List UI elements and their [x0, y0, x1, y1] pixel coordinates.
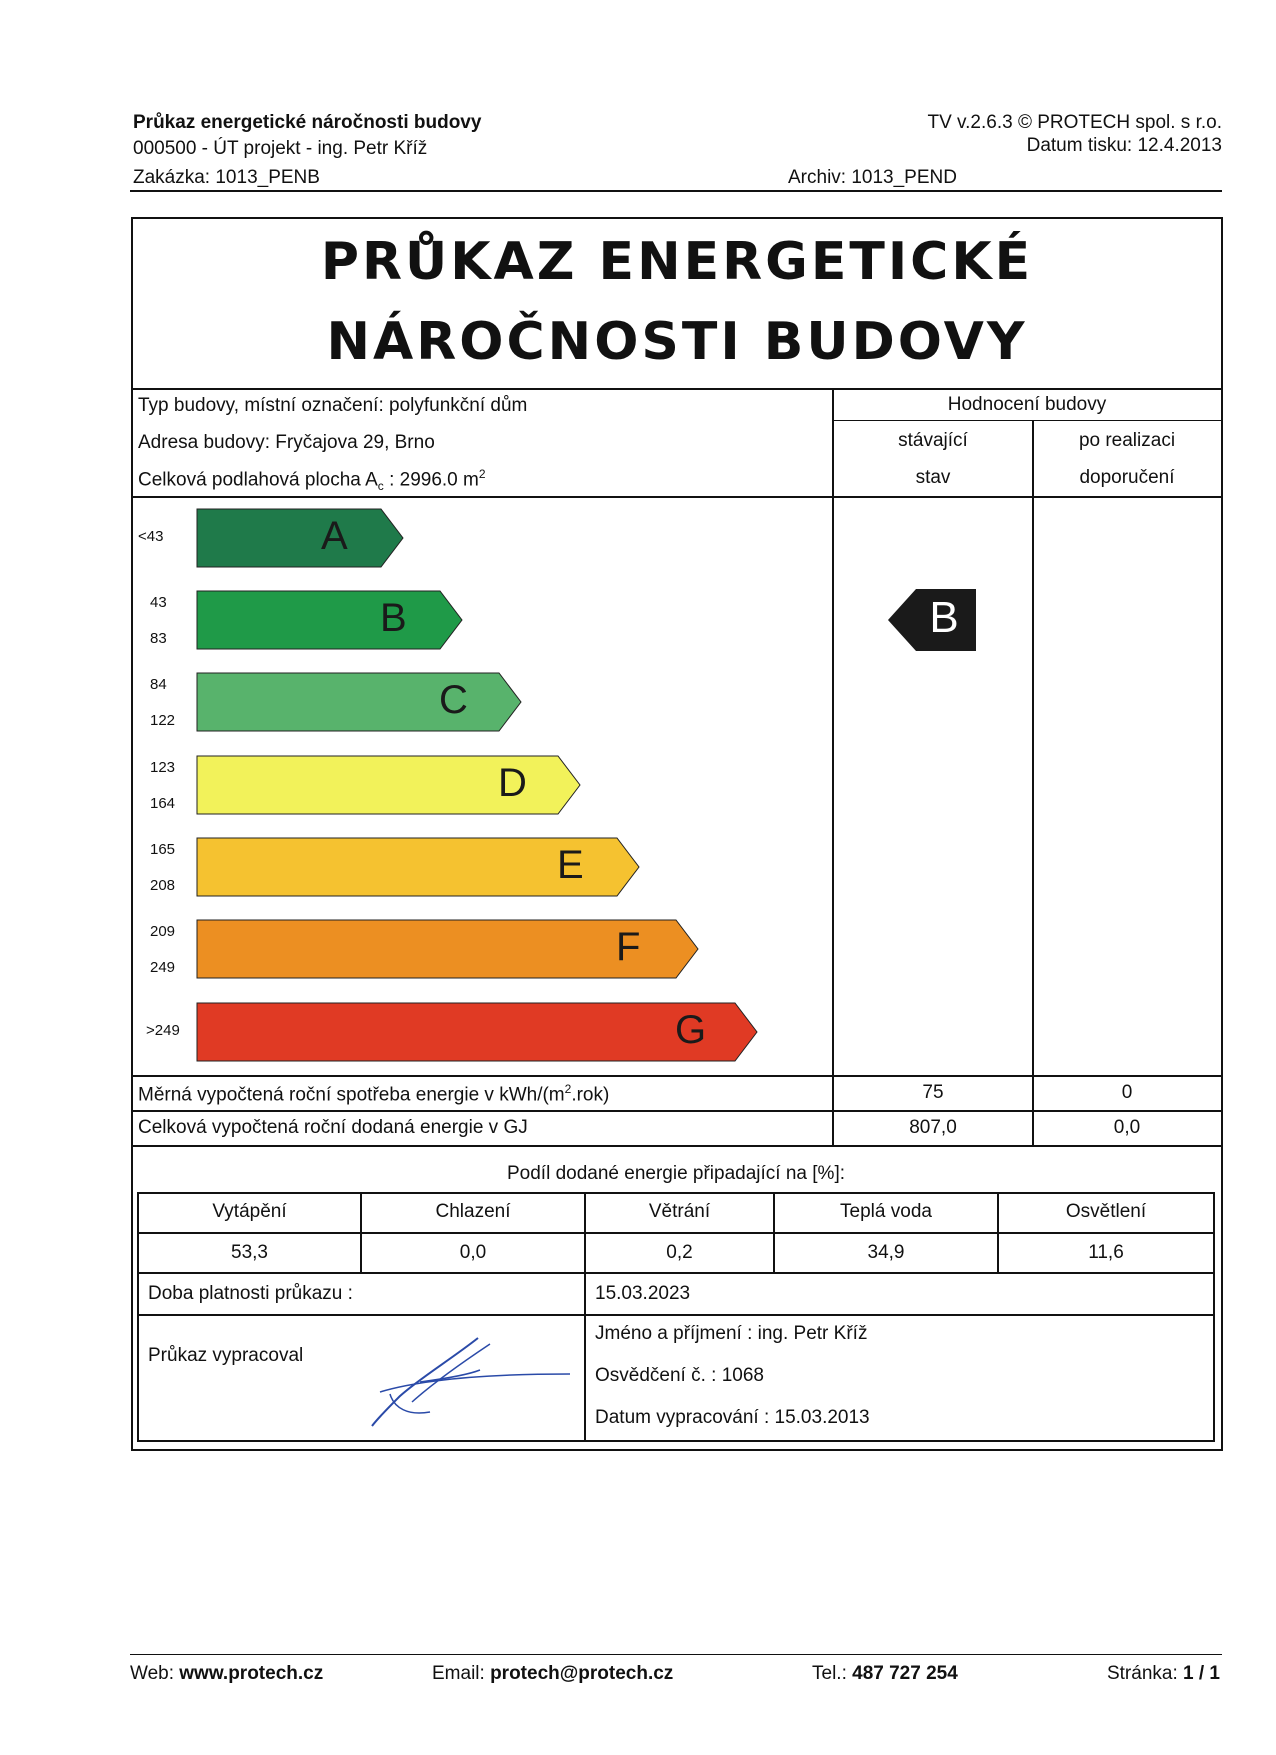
- doc-title: Průkaz energetické náročnosti budovy: [133, 112, 482, 133]
- author-label: Průkaz vypracoval: [148, 1345, 304, 1366]
- class-range-top: >249: [146, 1022, 180, 1039]
- class-range-top: 43: [150, 594, 167, 611]
- energy-class-g-bar: [196, 1002, 759, 1062]
- share-header-cell: Osvětlení: [1065, 1201, 1147, 1222]
- energy-class-letter: A: [321, 514, 348, 558]
- area-superscript: 2: [478, 467, 486, 481]
- class-range-top: 123: [150, 759, 176, 776]
- web-link[interactable]: www.protech.cz: [179, 1663, 324, 1684]
- building-area: [138, 467, 486, 493]
- web-label: Web:: [130, 1663, 180, 1684]
- energy-class-f-bar: [196, 919, 700, 979]
- specific-label-sup: 2: [564, 1082, 572, 1096]
- class-range-top: <43: [138, 528, 164, 545]
- specific-label-suffix: .rok): [571, 1084, 610, 1106]
- total-energy-label: Celková vypočtená roční dodaná energie v GJ: [138, 1117, 528, 1138]
- header-rule: [130, 190, 1222, 192]
- footer-email: [432, 1663, 673, 1685]
- order-line: Zakázka: 1013_PENB: [133, 167, 320, 188]
- page-label: Stránka:: [1106, 1663, 1184, 1684]
- area-value: : 2996.0 m: [383, 469, 479, 491]
- class-range-bottom: 83: [150, 630, 167, 647]
- area-subscript: c: [377, 479, 384, 494]
- energy-class-a-bar: [196, 508, 405, 568]
- author-certificate: Osvědčení č. : 1068: [595, 1365, 764, 1386]
- main-title-line1: PRŮKAZ ENERGETICKÉ: [320, 232, 1034, 292]
- energy-class-letter: C: [439, 678, 468, 722]
- page-value: 1 / 1: [1183, 1663, 1220, 1684]
- energy-class-d-bar: [196, 755, 582, 815]
- current-class-marker: [888, 589, 976, 656]
- rule: [137, 1232, 1215, 1234]
- rule: [833, 420, 1221, 421]
- class-range-top: 84: [150, 676, 167, 693]
- current-col-line2: stav: [915, 467, 951, 488]
- class-range-bottom: 122: [150, 712, 176, 729]
- class-range-bottom: 164: [150, 795, 176, 812]
- rule: [832, 388, 834, 1146]
- class-range-top: 209: [150, 923, 176, 940]
- total-after-value: 0,0: [1113, 1117, 1141, 1138]
- project-line: 000500 - ÚT projekt - ing. Petr Kříž: [133, 138, 428, 159]
- class-range-bottom: 249: [150, 959, 176, 976]
- energy-class-letter: B: [380, 596, 407, 640]
- building-type: Typ budovy, místní označení: polyfunkční dům: [138, 395, 528, 416]
- energy-class-letter: F: [616, 925, 641, 969]
- main-title-line2: NÁROČNOSTI BUDOVY: [326, 312, 1028, 372]
- area-label: Celková podlahová plocha A: [138, 469, 378, 491]
- share-value-cell: 53,3: [231, 1242, 268, 1263]
- share-header-cell: Větrání: [648, 1201, 711, 1222]
- rule: [131, 388, 1221, 390]
- class-range-bottom: 208: [150, 877, 176, 894]
- after-col-line2: doporučení: [1079, 467, 1175, 488]
- current-class-letter: B: [929, 593, 959, 642]
- evaluation-heading: Hodnocení budovy: [947, 394, 1107, 415]
- share-frame: [137, 1192, 1215, 1442]
- footer-rule: [130, 1654, 1222, 1655]
- validity-label: Doba platnosti průkazu :: [148, 1283, 353, 1304]
- current-col-line1: stávající: [898, 430, 968, 451]
- share-header-cell: Teplá voda: [840, 1201, 932, 1222]
- version-line: TV v.2.6.3 © PROTECH spol. s r.o.: [927, 112, 1222, 133]
- specific-consumption-label: [138, 1082, 609, 1106]
- share-header-cell: Vytápění: [212, 1201, 287, 1222]
- share-value-cell: 0,0: [459, 1242, 487, 1263]
- class-range-top: 165: [150, 841, 176, 858]
- energy-class-letter: G: [675, 1008, 707, 1052]
- footer-page: [1107, 1663, 1220, 1685]
- author-date: Datum vypracování : 15.03.2013: [595, 1407, 870, 1428]
- rule: [131, 1145, 1221, 1147]
- rule: [584, 1192, 586, 1442]
- energy-class-b-bar: [196, 590, 464, 650]
- print-date: Datum tisku: 12.4.2013: [1026, 135, 1222, 156]
- share-value-cell: 0,2: [666, 1242, 693, 1263]
- rule: [137, 1272, 1215, 1274]
- footer-tel: [812, 1663, 958, 1685]
- after-col-line1: po realizaci: [1078, 430, 1176, 451]
- validity-value: 15.03.2023: [595, 1283, 691, 1304]
- rule: [131, 1075, 1221, 1077]
- share-value-cell: 11,6: [1088, 1242, 1124, 1263]
- share-header-cell: Chlazení: [435, 1201, 511, 1222]
- handwritten-signature: [360, 1330, 580, 1430]
- energy-class-letter: D: [498, 761, 527, 805]
- specific-after-value: 0: [1121, 1082, 1133, 1103]
- energy-class-letter: E: [557, 843, 584, 887]
- total-current-value: 807,0: [909, 1117, 957, 1138]
- rule: [1032, 420, 1034, 1146]
- footer-web: [130, 1663, 323, 1685]
- specific-current-value: 75: [922, 1082, 944, 1103]
- archive-line: Archiv: 1013_PEND: [788, 167, 957, 188]
- share-value-cell: 34,9: [867, 1242, 905, 1263]
- rule: [137, 1314, 1215, 1316]
- email-label: Email:: [432, 1663, 491, 1684]
- specific-label-text: Měrná vypočtená roční spotřeba energie v kWh/(m: [138, 1084, 565, 1106]
- author-name: Jméno a příjmení : ing. Petr Kříž: [595, 1323, 868, 1344]
- email-link[interactable]: protech@protech.cz: [490, 1663, 674, 1684]
- energy-class-e-bar: [196, 837, 641, 897]
- energy-class-c-bar: [196, 672, 523, 732]
- rule: [131, 496, 1221, 498]
- rule: [131, 1110, 1221, 1112]
- tel-value: 487 727 254: [852, 1663, 958, 1684]
- tel-label: Tel.:: [812, 1663, 853, 1684]
- share-heading: Podíl dodané energie připadající na [%]:: [506, 1163, 845, 1184]
- building-address: Adresa budovy: Fryčajova 29, Brno: [138, 432, 435, 453]
